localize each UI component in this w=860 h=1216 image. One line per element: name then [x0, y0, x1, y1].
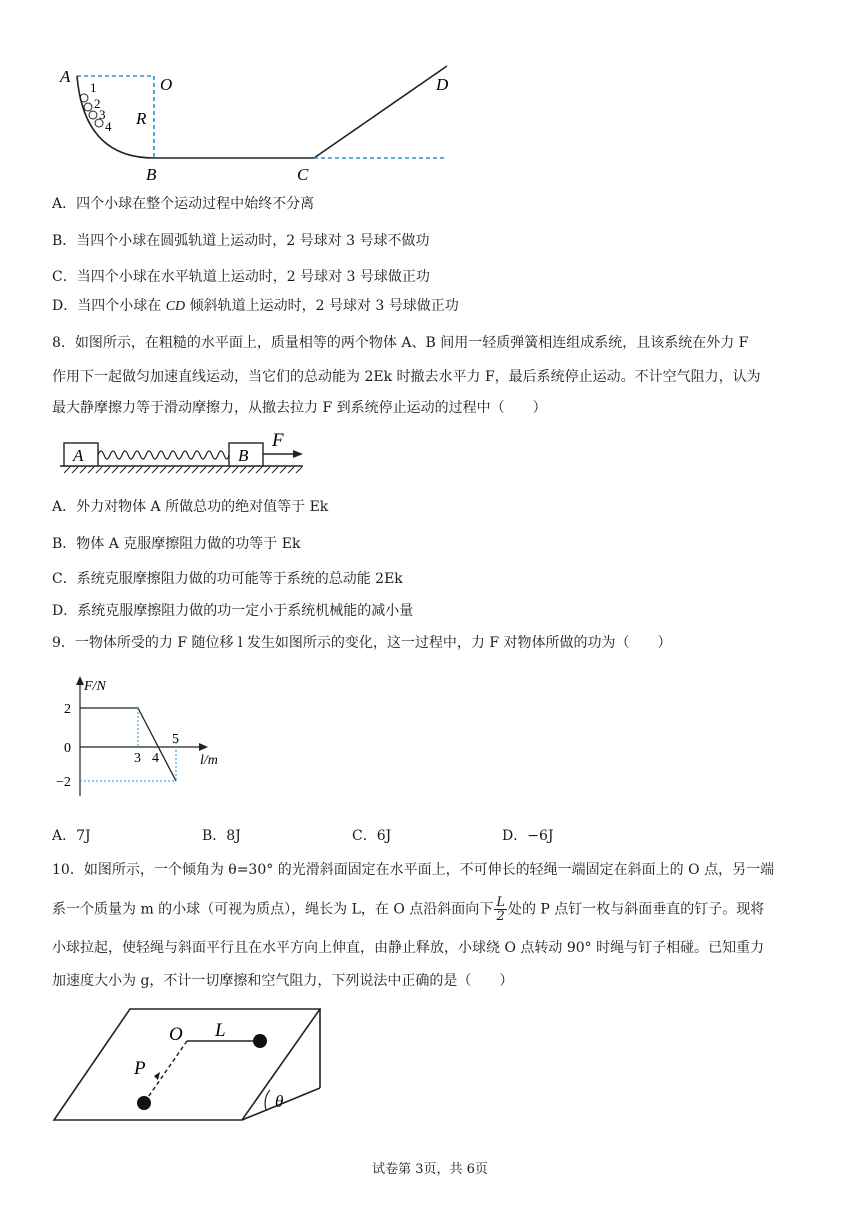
label-A: A	[60, 67, 71, 86]
q7-option-d: D．当四个小球在 CD 倾斜轨道上运动时，2 号球对 3 号球做正功	[52, 298, 459, 314]
label-block-A: A	[73, 446, 84, 465]
label-theta: θ	[275, 1092, 284, 1111]
q9-option-b: B．8J	[202, 828, 241, 844]
q9-option-a: A．7J	[52, 828, 91, 844]
label-O: O	[169, 1024, 183, 1045]
label-force-F: F	[272, 432, 284, 451]
label-B: B	[146, 165, 157, 184]
q9-option-c: C．6J	[352, 828, 392, 844]
y-tick-neg2: −2	[56, 775, 71, 790]
q8-stem-line3: 最大静摩擦力等于滑动摩擦力，从撤去拉力 F 到系统停止运动的过程中（ ）	[52, 400, 547, 416]
q8-option-d: D．系统克服摩擦阻力做的功一定小于系统机械能的减小量	[52, 603, 414, 619]
nail-P	[154, 1072, 160, 1080]
q7-track-figure	[52, 62, 472, 187]
ball-label-2: 2	[94, 96, 101, 111]
spring	[98, 451, 229, 459]
ball-1	[80, 94, 88, 102]
q7-option-a: A．四个小球在整个运动过程中始终不分离	[52, 196, 315, 212]
q10-stem-line2: 系一个质量为 m 的小球（可视为质点），绳长为 L，在 O 点沿斜面向下 $\frac{L}{2}$ 处的 P 点钉一枚与斜面垂直的钉子。现将	[52, 895, 765, 924]
q8-option-a: A．外力对物体 A 所做总功的绝对值等于 Ek	[52, 499, 329, 515]
theta-arc	[265, 1090, 270, 1110]
y-axis-label: F/N	[84, 679, 106, 694]
ground-hatch	[64, 467, 302, 473]
q10-incline-figure	[52, 1006, 382, 1126]
x-axis-arrow	[199, 743, 208, 751]
label-L: L	[215, 1020, 226, 1041]
y-tick-2: 2	[64, 702, 71, 717]
x-tick-5: 5	[172, 732, 179, 747]
x-tick-3: 3	[134, 751, 141, 766]
ball-label-1: 1	[90, 80, 97, 95]
y-axis-arrow	[76, 676, 84, 685]
label-R: R	[136, 109, 147, 128]
ball-right	[253, 1034, 267, 1048]
ball-2	[84, 103, 92, 111]
q10-stem-line3: 小球拉起，使轻绳与斜面平行且在水平方向上伸直，由静止释放，小球绕 O 点转动 90° 时绳与钉子相碰。已知重力	[52, 940, 765, 956]
ball-bottom	[137, 1096, 151, 1110]
x-tick-4: 4	[152, 751, 159, 766]
ball-label-4: 4	[105, 119, 112, 134]
y-tick-0: 0	[64, 741, 71, 756]
label-block-B: B	[238, 446, 249, 465]
ball-3	[89, 111, 97, 119]
q8-option-b: B．物体 A 克服摩擦阻力做的功等于 Ek	[52, 536, 301, 552]
fraction-L-over-2: $\frac{L}{2}$	[496, 895, 505, 924]
force-curve	[80, 708, 176, 781]
q9-option-d: D．−6J	[502, 828, 554, 844]
q8-spring-figure	[58, 432, 308, 476]
q7-option-b: B．当四个小球在圆弧轨道上运动时，2 号球对 3 号球不做功	[52, 233, 430, 249]
label-O: O	[160, 75, 173, 94]
q8-stem-line1: 8．如图所示，在粗糙的水平面上，质量相等的两个物体 A、B 间用一轻质弹簧相连组成系统，且该系统在外力 F	[52, 335, 749, 351]
q9-force-displacement-graph	[52, 672, 242, 802]
label-P: P	[134, 1058, 146, 1079]
x-axis-label: l/m	[200, 753, 218, 768]
q8-stem-line2: 作用下一起做匀加速直线运动，当它们的总动能为 2Ek 时撤去水平力 F，最后系统停止运动。不计空气阻力，认为	[52, 369, 761, 385]
q10-stem-line4: 加速度大小为 g，不计一切摩擦和空气阻力，下列说法中正确的是（ ）	[52, 973, 514, 989]
q9-stem: 9．一物体所受的力 F 随位移 l 发生如图所示的变化，这一过程中，力 F 对物体所做的功为（ ）	[52, 635, 672, 651]
rope-dashed	[144, 1041, 187, 1103]
q8-option-c: C．系统克服摩擦阻力做的功可能等于系统的总动能 2Ek	[52, 571, 403, 587]
page-footer: 试卷第 3页，共 6页	[372, 1162, 488, 1177]
label-C: C	[297, 165, 309, 184]
q7-option-c: C．当四个小球在水平轨道上运动时，2 号球对 3 号球做正功	[52, 269, 430, 285]
force-arrow-head	[293, 450, 303, 458]
ball-label-3: 3	[99, 107, 106, 122]
q10-stem-line1: 10．如图所示，一个倾角为 θ=30° 的光滑斜面固定在水平面上，不可伸长的轻绳一端固定在斜面上的 O 点，另一端	[52, 862, 775, 878]
incline-track	[314, 66, 447, 158]
label-D: D	[436, 75, 449, 94]
